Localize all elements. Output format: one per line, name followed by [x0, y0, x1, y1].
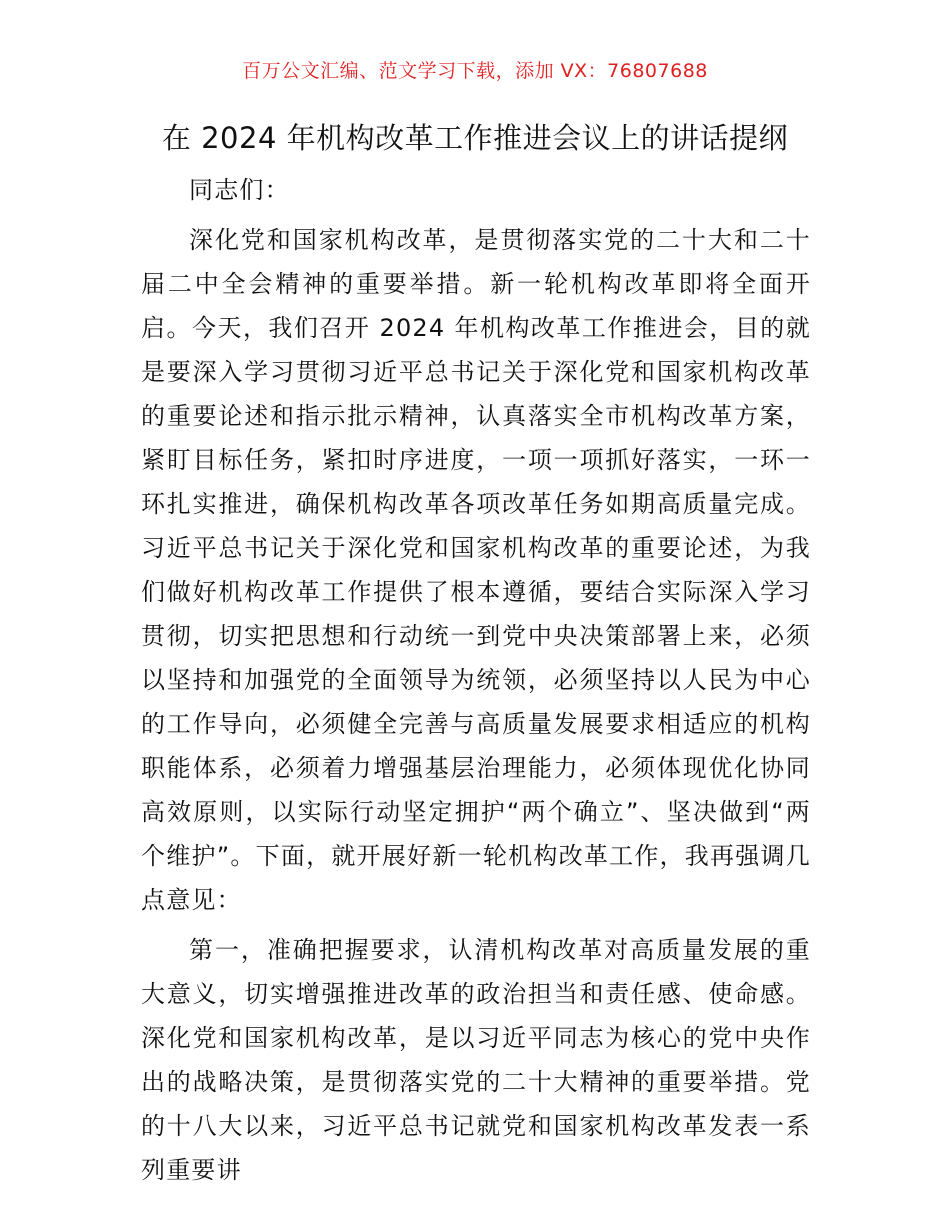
paragraph-1: 深化党和国家机构改革，是贯彻落实党的二十大和二十届二中全会精神的重要举措。新一轮机构改革即将全面开启。今天，我们召开 2024 年机构改革工作推进会，目的就是要深入学习贯彻习近平总书记关于深化党和国家机构改革的重要论述和指示批示精神，认真落实全市机构改革方案，紧盯目标任务，紧扣时序进度，一项一项抓好落实，一环一环扎实推进，确保机构改革各项改革任务如期高质量完成。习近平总书记关于深化党和国家机构改革的重要论述，为我们做好机构改革工作提供了根本遵循，要结合实际深入学习贯彻，切实把思想和行动统一到党中央决策部署上来，必须以坚持和加强党的全面领导为统领，必须坚持以人民为中心的工作导向，必须健全完善与高质量发展要求相适应的机构职能体系，必须着力增强基层治理能力，必须体现优化协同高效原则，以实际行动坚定拥护“两个确立”、坚决做到“两个维护”。下面，就开展好新一轮机构改革工作，我再强调几点意见：: [141, 226, 811, 914]
header-banner: 百万公文汇编、范文学习下载，添加 VX：76807688: [242, 60, 708, 82]
paragraph-2: 第一，准确把握要求，认清机构改革对高质量发展的重大意义，切实增强推进改革的政治担当和责任感、使命感。深化党和国家机构改革，是以习近平同志为核心的党中央作出的战略决策，是贯彻落实党的二十大精神的重要举措。党的十八大以来，习近平总书记就党和国家机构改革发表一系列重要讲: [141, 936, 811, 1184]
document-title: 在 2024 年机构改革工作推进会议上的讲话提纲: [161, 121, 789, 155]
document-body: [141, 168, 811, 1198]
salutation: 同志们：: [189, 176, 290, 204]
